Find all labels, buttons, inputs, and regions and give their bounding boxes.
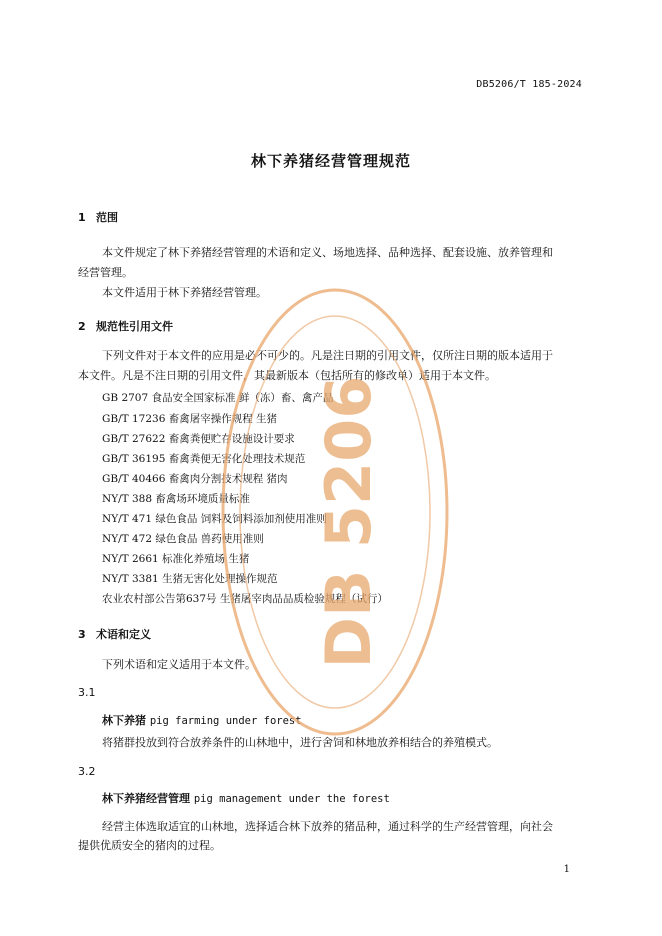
term-number: 3.1	[78, 686, 96, 699]
reference-item: NY/T 388 畜禽场环境质量标准	[102, 493, 250, 505]
reference-item: NY/T 3381 生猪无害化处理操作规范	[102, 573, 278, 585]
stamp-center-text: DB 5206	[312, 375, 385, 669]
reference-item: 农业农村部公告第637号 生猪屠宰肉品品质检验规程（试行）	[102, 593, 388, 605]
section-number: 3	[78, 628, 86, 641]
document-title: 林下养猪经营管理规范	[250, 152, 411, 170]
reference-item: NY/T 471 绿色食品 饲料及饲料添加剂使用准则	[102, 513, 327, 525]
reference-item: GB 2707 食品安全国家标准 鲜（冻）畜、禽产品	[102, 392, 334, 404]
paragraph: 本文件规定了林下养猪经营管理的术语和定义、场地选择、品种选择、配套设施、放养管理和	[102, 246, 553, 259]
section-title: 术语和定义	[96, 628, 151, 641]
term-definition: 将猪群投放到符合放养条件的山林地中，进行舍饲和林地放养相结合的养殖模式。	[102, 736, 498, 749]
section-3-heading	[78, 626, 151, 642]
reference-item: GB/T 27622 畜禽粪便贮存设施设计要求	[102, 433, 295, 445]
term-entry	[102, 790, 390, 806]
section-title: 范围	[96, 211, 118, 224]
term-number: 3.2	[78, 765, 96, 778]
section-number: 2	[78, 320, 86, 333]
term-english: pig farming under forest	[149, 715, 302, 727]
section-1-heading	[78, 209, 118, 225]
term-english: pig management under the forest	[193, 793, 390, 805]
section-number: 1	[78, 211, 86, 224]
term-definition: 提供优质安全的猪肉的过程。	[78, 839, 221, 852]
term-chinese: 林下养猪	[102, 714, 146, 727]
paragraph: 本文件。凡是不注日期的引用文件，其最新版本（包括所有的修改单）适用于本文件。	[78, 369, 496, 382]
reference-item: NY/T 472 绿色食品 兽药使用准则	[102, 533, 264, 545]
page-number: 1	[563, 864, 570, 875]
paragraph: 经营管理。	[78, 266, 133, 279]
section-title: 规范性引用文件	[96, 320, 173, 333]
section-2-heading	[78, 318, 173, 334]
term-chinese: 林下养猪经营管理	[102, 792, 190, 805]
term-entry	[102, 712, 302, 728]
reference-item: GB/T 36195 畜禽粪便无害化处理技术规范	[102, 453, 306, 465]
reference-item: NY/T 2661 标准化养殖场 生猪	[102, 553, 250, 565]
term-definition: 经营主体选取适宜的山林地，选择适合林下放养的猪品种，通过科学的生产经营管理，向社会	[102, 820, 553, 833]
paragraph: 本文件适用于林下养猪经营管理。	[102, 286, 267, 299]
reference-item: GB/T 17236 畜禽屠宰操作规程 生猪	[102, 413, 278, 425]
paragraph: 下列文件对于本文件的应用是必不可少的。凡是注日期的引用文件，仅所注日期的版本适用于	[102, 349, 553, 362]
reference-item: GB/T 40466 畜禽肉分割技术规程 猪肉	[102, 473, 288, 485]
standard-code: DB5206/T 185-2024	[476, 79, 582, 90]
paragraph: 下列术语和定义适用于本文件。	[102, 658, 256, 671]
